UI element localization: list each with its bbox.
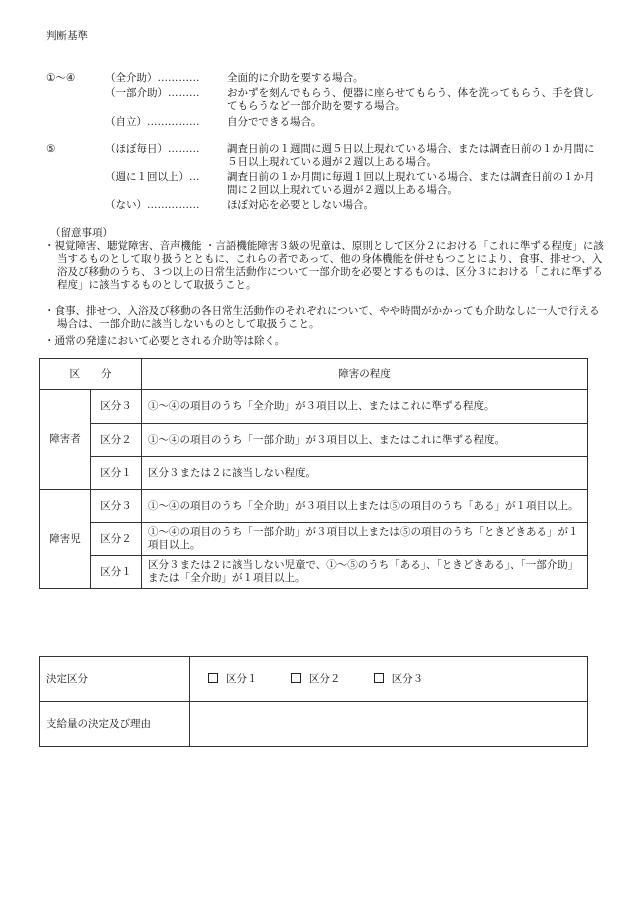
decision-table (39, 656, 588, 747)
level-description: 区分３または２に該当しない程度。 (142, 457, 588, 490)
note-item: ・通常の発達において必要とされる介助等は除く。 (44, 335, 286, 347)
level-description: ①～④の項目のうち「全介助」が３項目以上または⑤の項目のうち「ある」が１項目以上。 (142, 490, 588, 523)
criteria-label: （全介助）………… (105, 72, 200, 84)
criteria-description: 自分でできる場合。 (227, 116, 322, 128)
level-label: 区分２ (91, 523, 142, 556)
criteria-label: （週に１回以上）… (105, 171, 200, 183)
option-level-1[interactable]: 区分１ (208, 673, 258, 686)
option-level-3[interactable]: 区分３ (374, 673, 424, 686)
checkbox-icon[interactable] (291, 673, 301, 683)
criteria-description: ほぼ対応を必要としない場合。 (227, 199, 374, 211)
criteria-label: （ない）…………… (105, 199, 200, 211)
criteria-description: 調査日前の１か月間に毎週１回以上現れている場合、または調査日前の１か月間に２回以上現れている週が２週以上ある場合。 (227, 171, 595, 196)
criteria-number: ①～④ (46, 72, 76, 84)
table-row (40, 556, 588, 589)
criteria-number: ⑤ (46, 143, 56, 155)
group-label: 障害児 (40, 490, 91, 589)
decision-options (190, 657, 588, 702)
level-label: 区分１ (91, 457, 142, 490)
level-label: 区分３ (91, 490, 142, 523)
decision-label: 決定区分 (40, 657, 190, 702)
header-severity: 障害の程度 (142, 359, 588, 390)
checkbox-icon[interactable] (374, 673, 384, 683)
note-item: ・視覚障害、聴覚障害、音声機能 ・言語機能障害３級の児童は、原則として区分２における「これに準ずる程度」に該当するものとして取り扱うとともに、これらの者であって、他の身体機能を併せもつことにより、食事、排せつ、入浴及び移動のうち、３つ以上の日常生活動作について一部介助を必要とするものは、区分３における「これに準ずる程度」に該当するものとして取扱うこと。 (44, 240, 604, 291)
level-description: ①～④の項目のうち「一部介助」が３項目以上または⑤の項目のうち「ときどきある」が１項目以上。 (142, 523, 588, 556)
header-category: 区 分 (40, 359, 142, 390)
criteria-description: 調査日前の１週間に週５日以上現れている場合、または調査日前の１か月間に５日以上現れている週が２週以上ある場合。 (227, 143, 595, 168)
criteria-description: おかずを刻んでもらう、便器に座らせてもらう、体を洗ってもらう、手を貸してもらうなど一部介助を要する場合。 (227, 87, 595, 112)
table-header-row (40, 359, 588, 390)
criteria-description: 全面的に介助を要する場合。 (227, 72, 364, 84)
reason-row (40, 702, 588, 747)
criteria-title: 判断基準 (46, 30, 88, 42)
reason-label: 支給量の決定及び理由 (40, 702, 190, 747)
table-row (40, 490, 588, 523)
criteria-label: （ほぼ毎日）……… (105, 143, 200, 155)
table-row (40, 424, 588, 457)
checkbox-icon[interactable] (208, 673, 218, 683)
criteria-label: （自立）…………… (105, 116, 200, 128)
level-description: ①～④の項目のうち「全介助」が３項目以上、またはこれに準ずる程度。 (142, 390, 588, 424)
notes-heading: （留意事項） (50, 227, 113, 239)
reason-field[interactable] (190, 702, 588, 747)
table-row (40, 390, 588, 424)
criteria-label: （一部介助）……… (105, 87, 200, 99)
group-label: 障害者 (40, 390, 91, 490)
option-level-2[interactable]: 区分２ (291, 673, 341, 686)
level-label: 区分３ (91, 390, 142, 424)
table-row (40, 523, 588, 556)
level-label: 区分２ (91, 424, 142, 457)
classification-table (39, 358, 588, 589)
level-label: 区分１ (91, 556, 142, 589)
level-description: 区分３または２に該当しない児童で、①～⑤のうち「ある」、「ときどきある」、「一部介助」または「全介助」が１項目以上。 (142, 556, 588, 589)
level-description: ①～④の項目のうち「一部介助」が３項目以上、またはこれに準ずる程度。 (142, 424, 588, 457)
note-item: ・食事、排せつ、入浴及び移動の各日常生活動作のそれぞれについて、やや時間がかかっても介助なしに一人で行える場合は、一部介助に該当しないものとして取扱うこと。 (44, 305, 600, 330)
table-row (40, 457, 588, 490)
decision-row (40, 657, 588, 702)
